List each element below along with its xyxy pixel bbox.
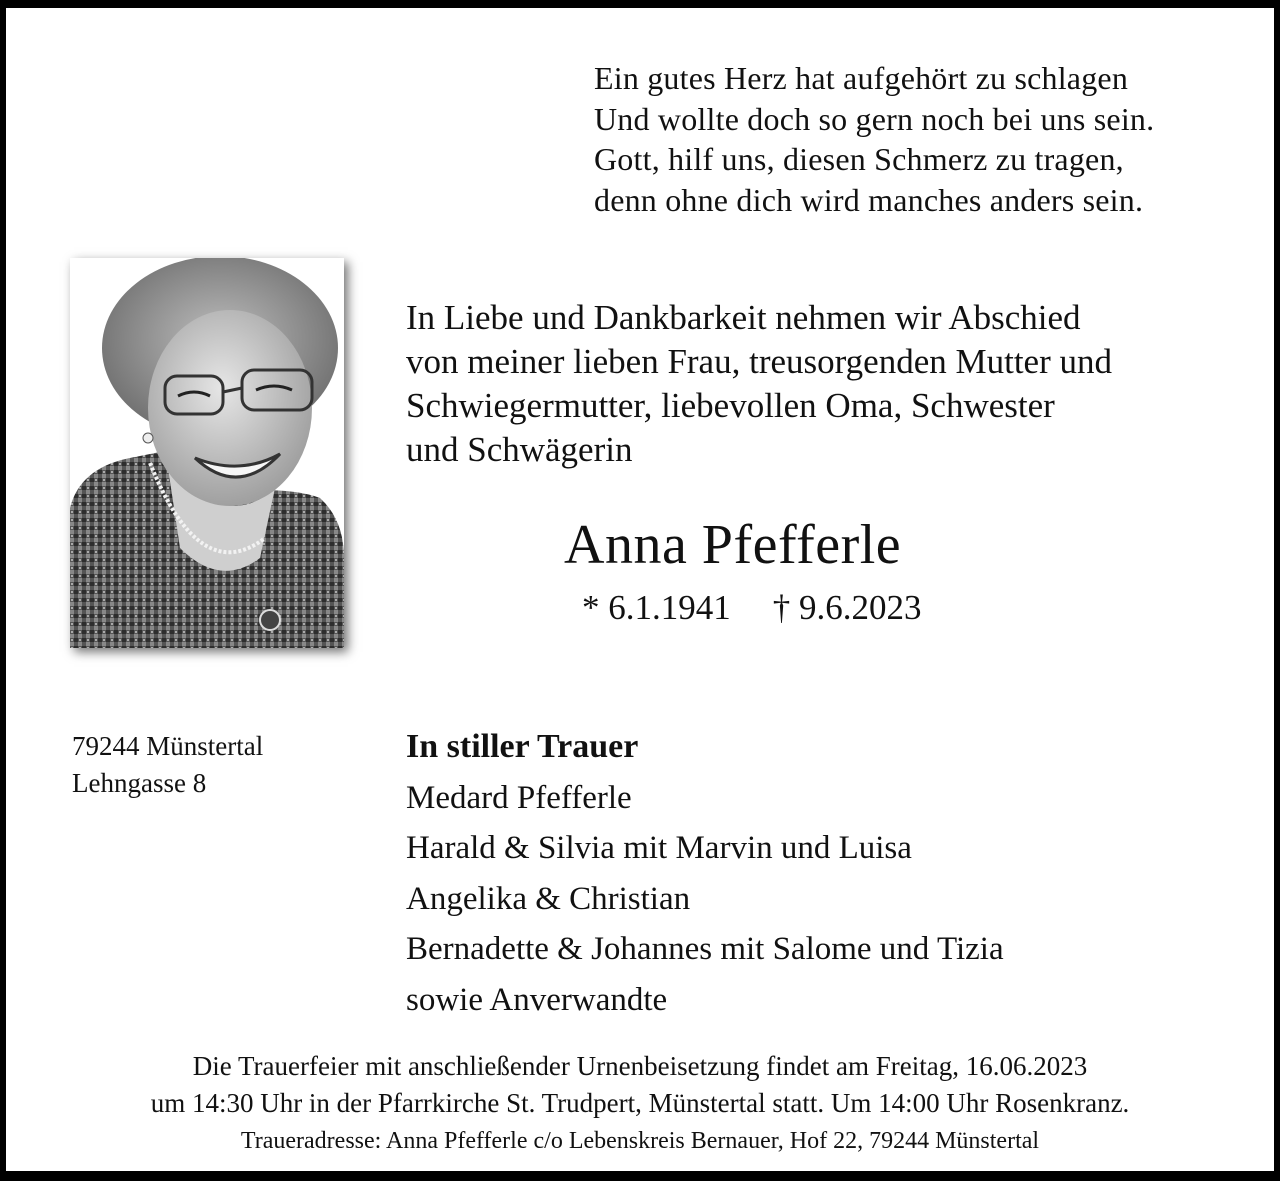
- mourners-list: [406, 722, 1004, 1026]
- poem-line: Und wollte doch so gern noch bei uns sein.: [594, 100, 1155, 137]
- farewell-line: In Liebe und Dankbarkeit nehmen wir Abschied: [406, 298, 1081, 337]
- mourner-name: Bernadette & Johannes mit Salome und Tizia: [406, 931, 1004, 968]
- death-date: † 9.6.2023: [772, 588, 922, 627]
- life-dates: [582, 586, 922, 630]
- mourner-name: Angelika & Christian: [406, 880, 691, 917]
- farewell-text: [406, 296, 1246, 472]
- mourners-heading: In stiller Trauer: [406, 728, 639, 765]
- farewell-line: von meiner lieben Frau, treusorgenden Mutter und: [406, 342, 1112, 381]
- home-address: [72, 728, 263, 802]
- farewell-line: und Schwägerin: [406, 430, 633, 469]
- poem-line: Gott, hilf uns, diesen Schmerz zu tragen,: [594, 141, 1124, 177]
- mourner-name: Harald & Silvia mit Marvin und Luisa: [406, 830, 912, 867]
- service-line: Die Trauerfeier mit anschließender Urnenbeisetzung findet am Freitag, 16.06.2023: [192, 1051, 1088, 1081]
- address-line: 79244 Münstertal: [72, 731, 264, 761]
- poem: [594, 58, 1254, 220]
- mourning-address: Traueradresse: Anna Pfefferle c/o Lebenskreis Bernauer, Hof 22, 79244 Münstertal: [240, 1128, 1040, 1154]
- service-line: um 14:30 Uhr in der Pfarrkirche St. Trudpert, Münstertal statt. Um 14:00 Uhr Rosenkranz.: [150, 1088, 1130, 1118]
- mourner-name: Medard Pfefferle: [406, 779, 632, 816]
- portrait-photo: [70, 258, 344, 648]
- birth-date: * 6.1.1941: [582, 588, 731, 627]
- deceased-name: Anna Pfefferle: [564, 514, 902, 576]
- mourner-name: sowie Anverwandte: [406, 981, 668, 1018]
- poem-line: denn ohne dich wird manches anders sein.: [594, 181, 1144, 218]
- address-line: Lehngasse 8: [72, 768, 207, 798]
- service-info: [0, 1048, 1280, 1160]
- farewell-line: Schwiegermutter, liebevollen Oma, Schwester: [406, 386, 1055, 425]
- poem-line: Ein gutes Herz hat aufgehört zu schlagen: [594, 60, 1129, 96]
